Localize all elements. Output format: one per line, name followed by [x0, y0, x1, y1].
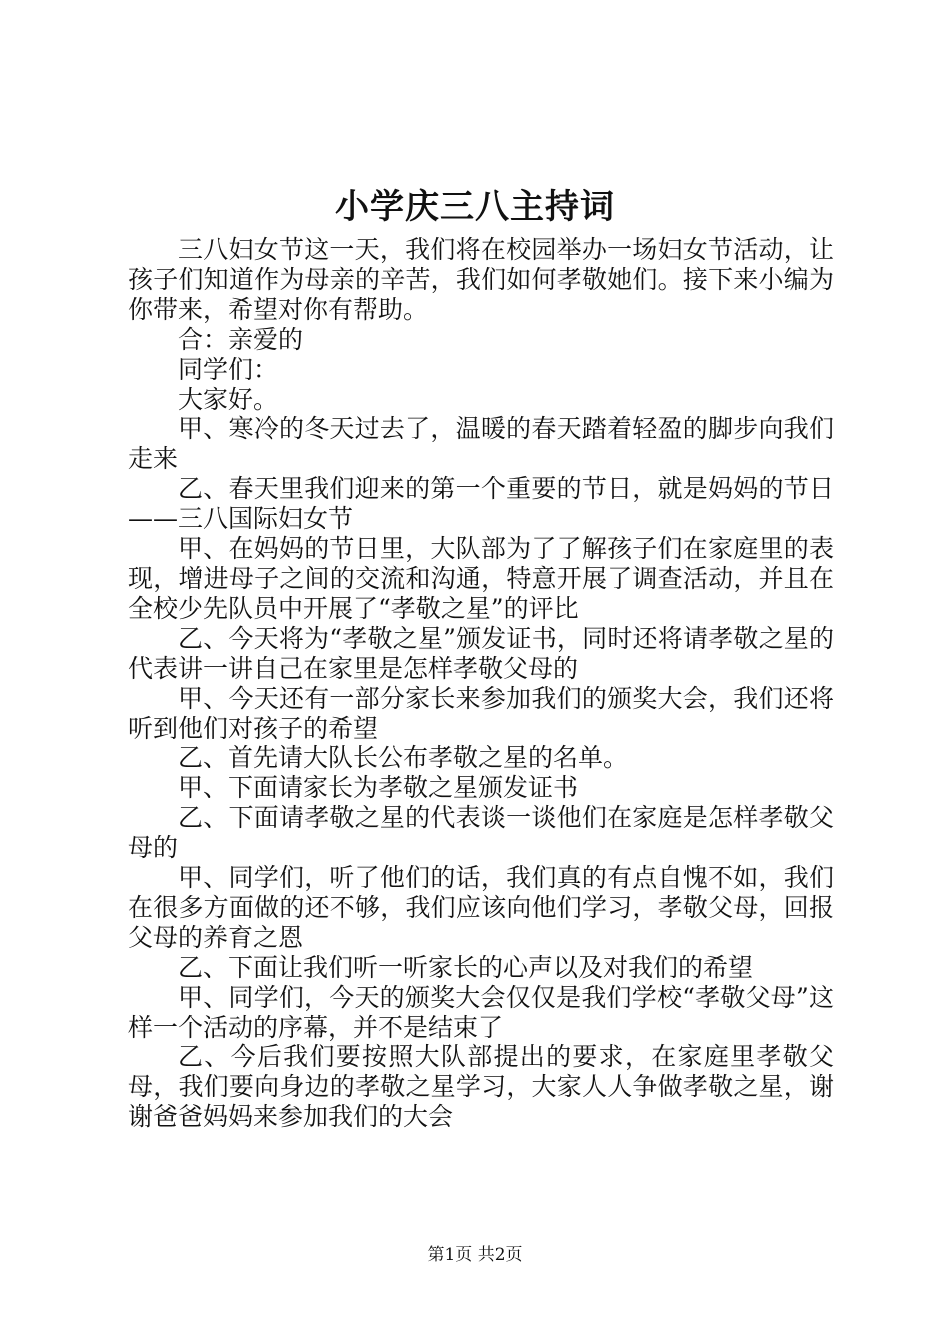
paragraph: 甲、今天还有一部分家长来参加我们的颁奖大会，我们还将听到他们对孩子的希望 — [128, 683, 834, 743]
paragraph: 甲、下面请家长为孝敬之星颁发证书 — [178, 773, 579, 803]
paragraph: 乙、今后我们要按照大队部提出的要求，在家庭里孝敬父母，我们要向身边的孝敬之星学习，大家人人争做孝敬之星，谢谢爸爸妈妈来参加我们的大会 — [128, 1042, 834, 1132]
paragraph: 乙、首先请大队长公布孝敬之星的名单。 — [178, 743, 629, 773]
document-title: 小学庆三八主持词 — [335, 187, 615, 227]
paragraph-intro: 三八妇女节这一天，我们将在校园举办一场妇女节活动，让孩子们知道作为母亲的辛苦，我们如何孝敬她们。接下来小编为你带来，希望对你有帮助。 — [128, 235, 834, 324]
paragraph: 同学们： — [178, 354, 279, 384]
paragraph: 甲、同学们，今天的颁奖大会仅仅是我们学校“孝敬父母”这样一个活动的序幕，并不是结束了 — [128, 982, 834, 1042]
paragraph: 乙、春天里我们迎来的第一个重要的节日，就是妈妈的节日——三八国际妇女节 — [128, 474, 834, 534]
paragraph: 乙、下面让我们听一听家长的心声以及对我们的希望 — [178, 952, 754, 982]
paragraph: 甲、同学们，听了他们的话，我们真的有点自愧不如，我们在很多方面做的还不够，我们应该向他们学习，孝敬父母，回报父母的养育之恩 — [128, 863, 834, 952]
paragraph: 甲、在妈妈的节日里，大队部为了了解孩子们在家庭里的表现，增进母子之间的交流和沟通，特意开展了调查活动，并且在全校少先队员中开展了“孝敬之星”的评比 — [128, 534, 834, 623]
page-number-footer: 第1页 共2页 — [427, 1245, 523, 1265]
document-body — [128, 235, 834, 1132]
paragraph: 大家好。 — [178, 384, 279, 414]
paragraph: 合：亲爱的 — [178, 324, 304, 354]
paragraph: 甲、寒冷的冬天过去了，温暖的春天踏着轻盈的脚步向我们走来 — [128, 414, 834, 474]
paragraph: 乙、下面请孝敬之星的代表谈一谈他们在家庭是怎样孝敬父母的 — [128, 803, 834, 863]
paragraph: 乙、今天将为“孝敬之星”颁发证书，同时还将请孝敬之星的代表讲一讲自己在家里是怎样孝敬父母的 — [128, 623, 834, 683]
